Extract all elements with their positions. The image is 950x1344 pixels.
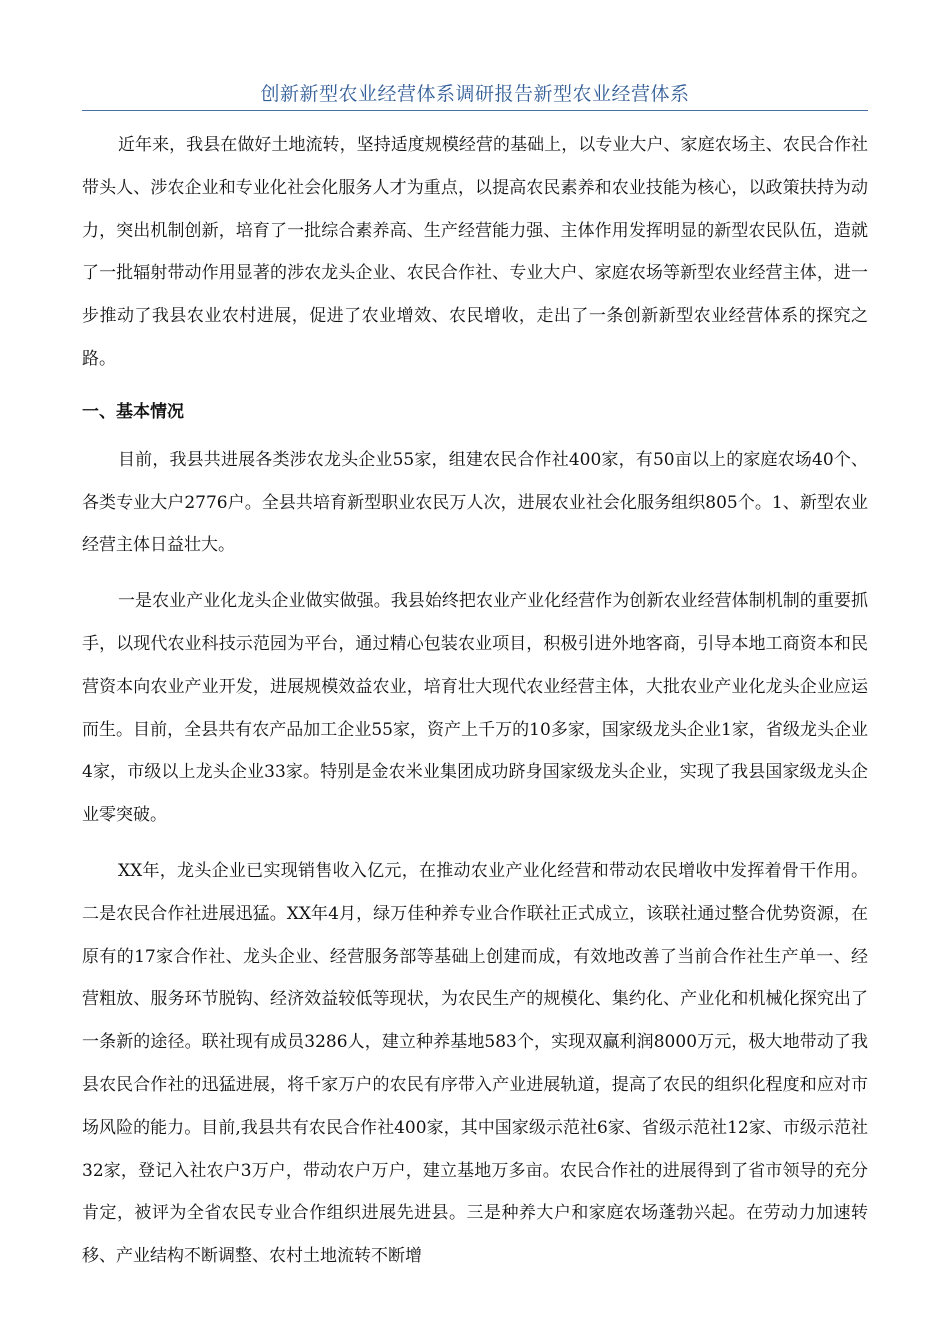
section-heading-basic-situation: 一、基本情况 — [82, 401, 184, 422]
page-header — [82, 80, 868, 111]
paragraph-cooperatives: XX年，龙头企业已实现销售收入亿元，在推动农业产业化经营和带动农民增收中发挥着骨干作用。二是农民合作社进展迅猛。XX年4月，绿万佳种养专业合作联社正式成立，该联社通过整合优势资源，在原有的17家合作社、龙头企业、经营服务部等基础上创建而成，有效地改善了当前合作社生产单一、经营粗放、服务环节脱钩、经济效益较低等现状，为农民生产的规模化、集约化、产业化和机械化探究出了一条新的途径。联社现有成员3286人，建立种养基地583个，实现双赢利润8000万元，极大地带动了我县农民合作社的迅猛进展，将千家万户的农民有序带入产业进展轨道，提高了农民的组织化程度和应对市场风险的能力。目前,我县共有农民合作社400家，其中国家级示范社6家、省级示范社12家、市级示范社32家，登记入社农户3万户，带动农户万户，建立基地万多亩。农民合作社的进展得到了省市领导的充分肯定，被评为全省农民专业合作组织进展先进县。三是种养大户和家庭农场蓬勃兴起。在劳动力加速转移、产业结构不断调整、农村土地流转不断增 — [82, 860, 868, 1267]
page-header-title: 创新新型农业经营体系调研报告新型农业经营体系 — [260, 83, 690, 105]
paragraph-leading-enterprises: 一是农业产业化龙头企业做实做强。我县始终把农业产业化经营作为创新农业经营体制机制的重要抓手，以现代农业科技示范园为平台，通过精心包装农业项目，积极引进外地客商，引导本地工商资本和民营资本向农业产业开发，进展规模效益农业，培育壮大现代农业经营主体，大批农业产业化龙头企业应运而生。目前，全县共有农产品加工企业55家，资产上千万的10多家，国家级龙头企业1家，省级龙头企业4家，市级以上龙头企业33家。特别是金农米业集团成功跻身国家级龙头企业，实现了我县国家级龙头企业零突破。 — [82, 591, 868, 826]
paragraph-overview-stats: 目前，我县共进展各类涉农龙头企业55家，组建农民合作社400家，有50亩以上的家庭农场40个、各类专业大户2776户。全县共培育新型职业农民万人次，进展农业社会化服务组织805个。1、新型农业经营主体日益壮大。 — [82, 449, 868, 556]
document-body — [82, 124, 868, 1291]
intro-paragraph: 近年来，我县在做好土地流转，坚持适度规模经营的基础上，以专业大户、家庭农场主、农民合作社带头人、涉农企业和专业化社会化服务人才为重点，以提高农民素养和农业技能为核心，以政策扶持为动力，突出机制创新，培育了一批综合素养高、生产经营能力强、主体作用发挥明显的新型农民队伍，造就了一批辐射带动作用显著的涉农龙头企业、农民合作社、专业大户、家庭农场等新型农业经营主体，进一步推动了我县农业农村进展，促进了农业增效、农民增收，走出了一条创新新型农业经营体系的探究之路。 — [82, 135, 868, 369]
